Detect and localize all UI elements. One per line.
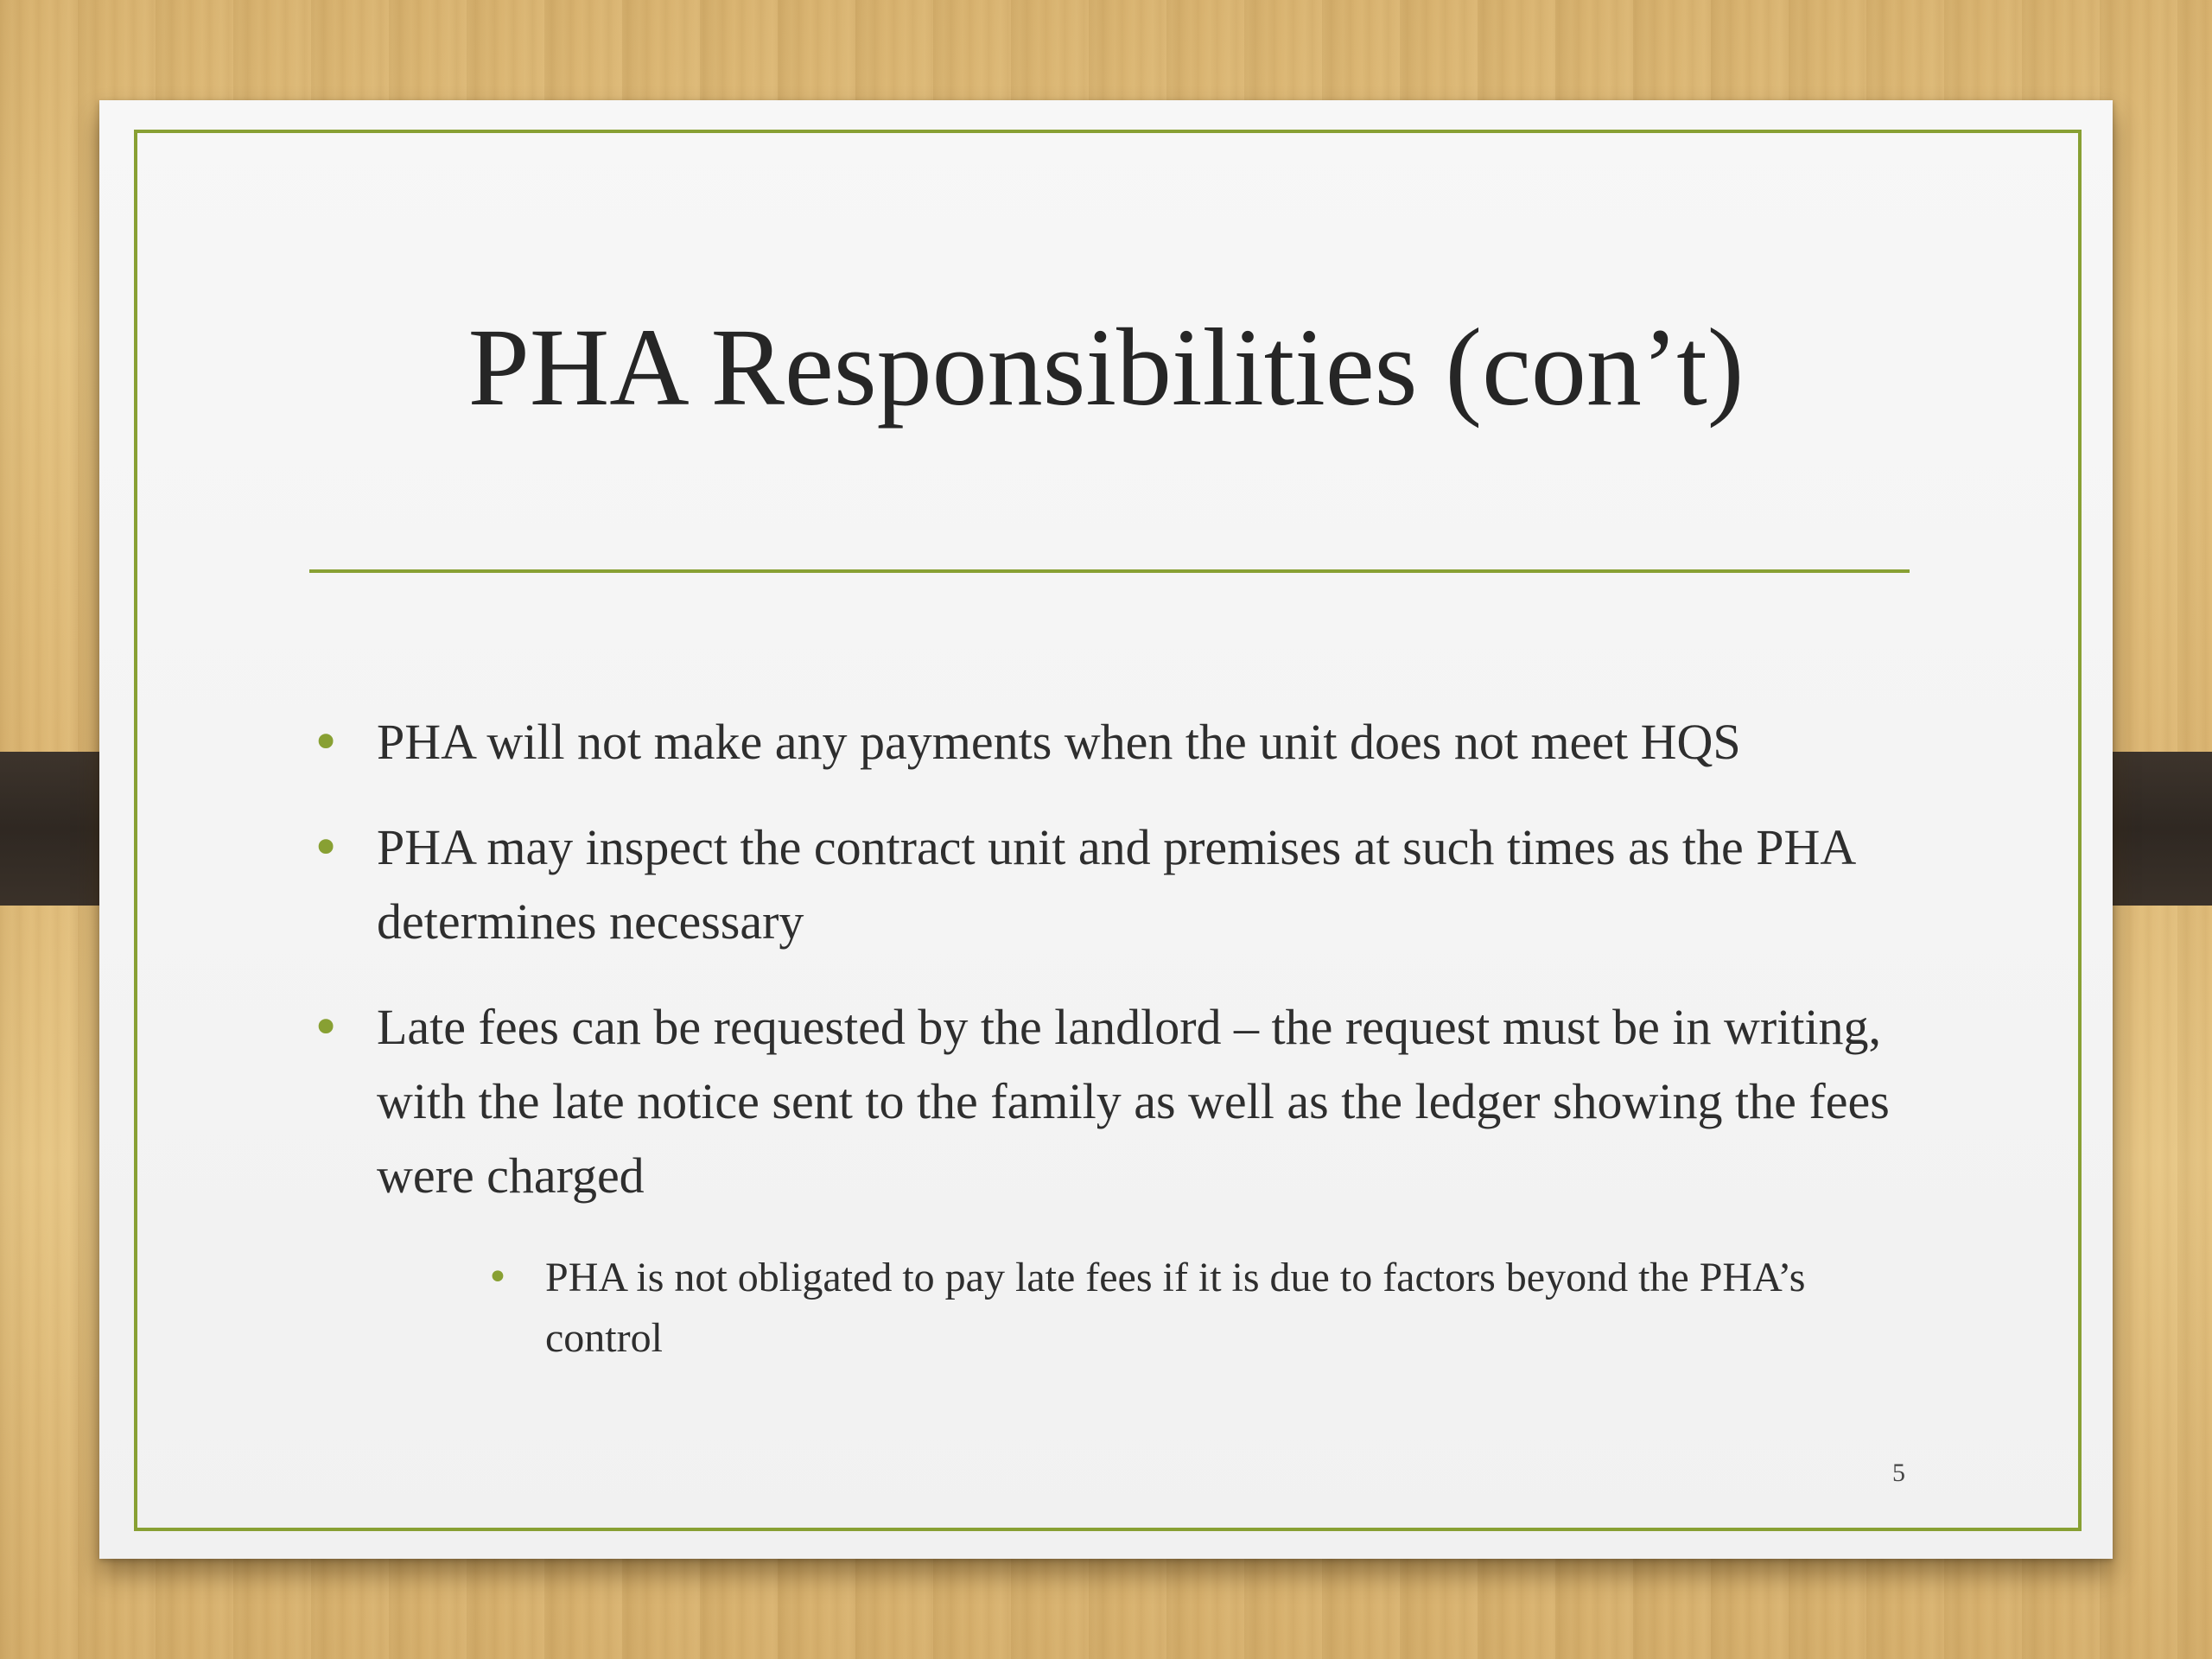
bullet-dot-icon: • bbox=[311, 713, 341, 772]
title-divider bbox=[309, 569, 1910, 573]
slide bbox=[99, 100, 2113, 1559]
bullet-text: PHA may inspect the contract unit and premises at such times as the PHA determines necessary bbox=[377, 819, 1854, 950]
bullet-dot-icon: • bbox=[311, 818, 341, 877]
bullet-text: PHA will not make any payments when the unit does not meet HQS bbox=[377, 714, 1741, 770]
bullet-dot-icon: • bbox=[311, 998, 341, 1057]
bullet-item bbox=[309, 705, 1951, 779]
sub-bullet-item bbox=[486, 1248, 1893, 1369]
sub-bullet-text: PHA is not obligated to pay late fees if it is due to factors beyond the PHA’s control bbox=[545, 1255, 1806, 1361]
sub-bullet-dot-icon: • bbox=[486, 1255, 509, 1300]
bullet-item bbox=[309, 810, 1951, 959]
bullet-list bbox=[309, 705, 1951, 1369]
bullet-item bbox=[309, 990, 1951, 1213]
slide-number: 5 bbox=[1892, 1459, 1905, 1487]
slide-title: PHA Responsibilities (con’t) bbox=[467, 306, 1745, 429]
bullet-text: Late fees can be requested by the landlord – the request must be in writing, with the late notice sent to the family as well as the ledger showing the fees were charged bbox=[377, 999, 1890, 1204]
